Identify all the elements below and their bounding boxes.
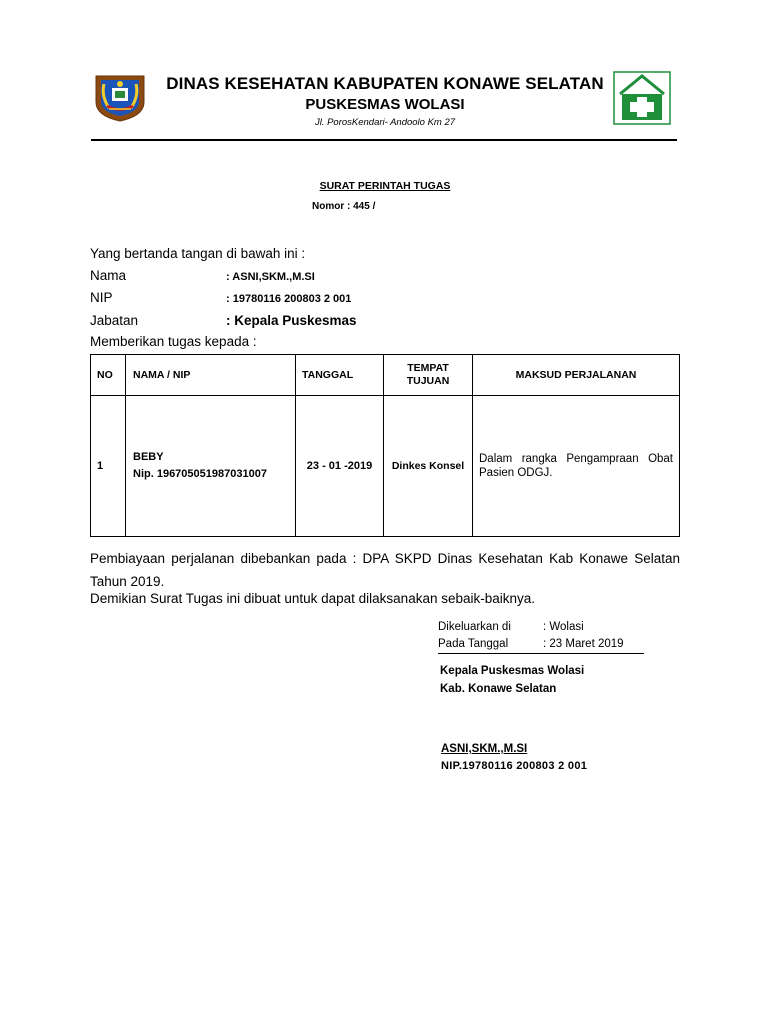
- puskesmas-name: PUSKESMAS WOLASI: [305, 96, 465, 113]
- cell-nama: BEBY: [133, 451, 164, 463]
- closing-paragraph: Demikian Surat Tugas ini dibuat untuk dapat dilaksanakan sebaik-baiknya.: [90, 591, 536, 606]
- funding-paragraph: Pembiayaan perjalanan dibebankan pada : DPA SKPD Dinas Kesehatan Kab Konawe Selatan Tahun 2019.: [90, 551, 680, 589]
- cell-nip: Nip. 196705051987031007: [133, 468, 267, 480]
- header-tempat-text: TEMPAT TUJUAN: [406, 362, 450, 387]
- field-label-jabatan: Jabatan: [90, 313, 139, 328]
- header-nama-nip: NAMA / NIP: [126, 355, 296, 396]
- issued-place-label: Dikeluarkan di: [438, 621, 511, 633]
- assign-text: Memberikan tugas kepada :: [90, 334, 257, 349]
- regency-emblem-logo: [93, 72, 147, 122]
- cell-nama-nip: [126, 396, 296, 537]
- signer-name: ASNI,SKM.,M.SI: [441, 743, 528, 755]
- cell-no: 1: [91, 396, 126, 537]
- puskesmas-logo: [612, 70, 672, 126]
- cell-maksud: Dalam rangka Pengampraan Obat Pasien ODGJ.: [473, 396, 680, 537]
- assignment-table: [90, 354, 680, 537]
- issued-date-line: [438, 638, 644, 654]
- table-header-row: [91, 355, 680, 396]
- intro-text: Yang bertanda tangan di bawah ini :: [90, 246, 306, 261]
- field-value-nip: : 19780116 200803 2 001: [226, 293, 352, 305]
- issued-place-value: : Wolasi: [543, 621, 584, 633]
- signer-position: Kepala Puskesmas Wolasi: [440, 665, 585, 677]
- issued-date-label: Pada Tanggal: [438, 638, 509, 650]
- field-label-nama: Nama: [90, 268, 127, 283]
- header-maksud: MAKSUD PERJALANAN: [473, 355, 680, 396]
- table-row: [91, 396, 680, 537]
- header-no: NO: [91, 355, 126, 396]
- field-label-nip: NIP: [90, 290, 113, 305]
- cell-tanggal: 23 - 01 -2019: [296, 396, 384, 537]
- header-tanggal: TANGGAL: [296, 355, 384, 396]
- field-value-nama: : ASNI,SKM.,M.SI: [226, 271, 315, 283]
- letterhead-divider: [91, 139, 677, 141]
- address: Jl. PorosKendari- Andoolo Km 27: [314, 117, 456, 128]
- issued-date-value: : 23 Maret 2019: [543, 638, 624, 650]
- signer-region: Kab. Konawe Selatan: [440, 683, 557, 695]
- cell-tempat: Dinkes Konsel: [384, 396, 473, 537]
- header-tempat-tujuan: [384, 355, 473, 396]
- letter-title: SURAT PERINTAH TUGAS: [319, 180, 451, 192]
- signer-nip: NIP.19780116 200803 2 001: [441, 760, 588, 772]
- agency-name: DINAS KESEHATAN KABUPATEN KONAWE SELATAN: [166, 74, 604, 93]
- field-value-jabatan: : Kepala Puskesmas: [226, 313, 357, 328]
- letter-number: Nomor : 445 /: [312, 201, 376, 212]
